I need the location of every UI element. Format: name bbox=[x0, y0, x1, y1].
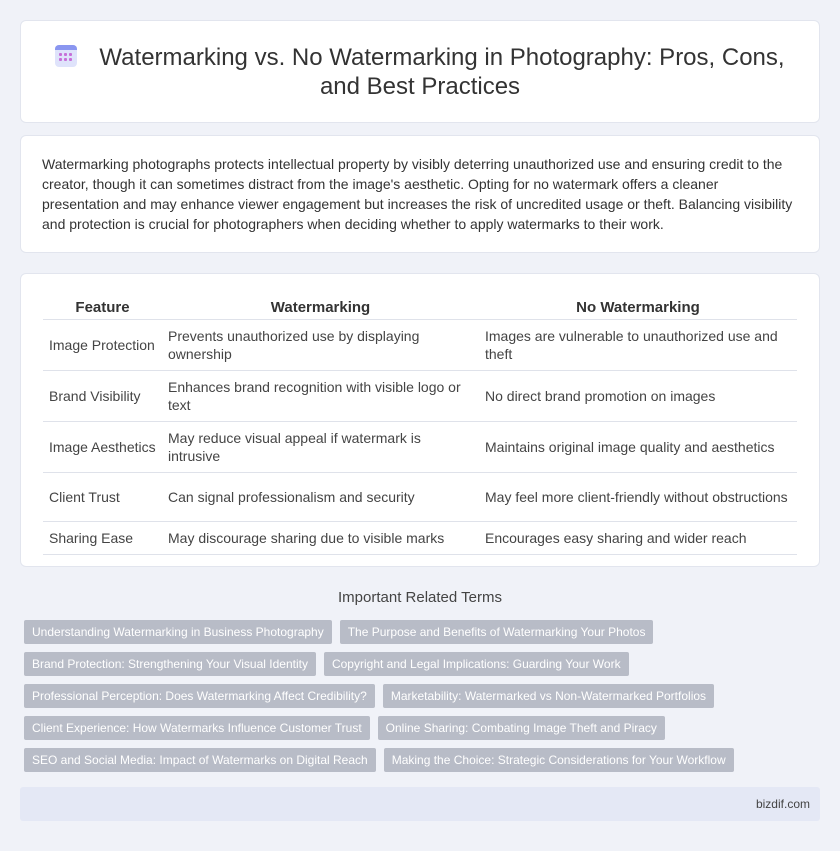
table-cell-no-watermarking: May feel more client-friendly without obstructions bbox=[479, 473, 797, 522]
related-term-link[interactable]: Understanding Watermarking in Business Photography bbox=[24, 620, 332, 644]
table-cell-watermarking: Prevents unauthorized use by displaying ownership bbox=[162, 320, 479, 371]
related-terms-tags bbox=[24, 620, 824, 780]
column-header-feature: Feature bbox=[43, 293, 162, 320]
table-cell-feature: Client Trust bbox=[43, 473, 162, 522]
table-cell-feature: Brand Visibility bbox=[43, 371, 162, 422]
table-cell-feature: Image Aesthetics bbox=[43, 422, 162, 473]
comparison-table bbox=[43, 293, 797, 555]
intro-card bbox=[20, 135, 820, 253]
related-term-link[interactable]: Brand Protection: Strengthening Your Visual Identity bbox=[24, 652, 316, 676]
intro-paragraph: Watermarking photographs protects intellectual property by visibly deterring unauthorized use and ensuring credit to the creator, though it can sometimes distract from the image's aesthetic. Opting for no watermark offers a cleaner presentation and may enhance viewer engagement but increases the risk of uncredited usage or theft. Balancing visibility and protection is crucial for photographers when deciding whether to apply watermarks to their work. bbox=[42, 156, 793, 232]
footer-site-link[interactable]: bizdif.com bbox=[755, 797, 810, 811]
table-cell-no-watermarking: Images are vulnerable to unauthorized use and theft bbox=[479, 320, 797, 371]
table-cell-no-watermarking: No direct brand promotion on images bbox=[479, 371, 797, 422]
related-term-link[interactable]: Client Experience: How Watermarks Influence Customer Trust bbox=[24, 716, 370, 740]
footer bbox=[20, 787, 820, 821]
table-cell-no-watermarking: Maintains original image quality and aesthetics bbox=[479, 422, 797, 473]
related-term-link[interactable]: Online Sharing: Combating Image Theft and Piracy bbox=[378, 716, 665, 740]
table-cell-watermarking: Can signal professionalism and security bbox=[162, 473, 479, 522]
page-title bbox=[51, 43, 789, 101]
calendar-grid-icon bbox=[55, 45, 77, 67]
comparison-table-card bbox=[20, 273, 820, 567]
title-card bbox=[20, 20, 820, 123]
page-title-text: Watermarking vs. No Watermarking in Photography: Pros, Cons, and Best Practices bbox=[99, 43, 785, 100]
table-cell-feature: Sharing Ease bbox=[43, 522, 162, 555]
table-row bbox=[43, 473, 797, 522]
related-term-link[interactable]: Making the Choice: Strategic Considerations for Your Workflow bbox=[384, 748, 734, 772]
table-cell-watermarking: May reduce visual appeal if watermark is intrusive bbox=[162, 422, 479, 473]
column-header-no-watermarking: No Watermarking bbox=[479, 293, 797, 320]
related-terms-heading: Important Related Terms bbox=[338, 589, 502, 606]
related-term-link[interactable]: Copyright and Legal Implications: Guarding Your Work bbox=[324, 652, 629, 676]
related-term-link[interactable]: SEO and Social Media: Impact of Watermarks on Digital Reach bbox=[24, 748, 376, 772]
table-row bbox=[43, 422, 797, 473]
related-term-link[interactable]: Professional Perception: Does Watermarking Affect Credibility? bbox=[24, 684, 375, 708]
table-row bbox=[43, 320, 797, 371]
related-term-link[interactable]: The Purpose and Benefits of Watermarking Your Photos bbox=[340, 620, 654, 644]
table-cell-feature: Image Protection bbox=[43, 320, 162, 371]
table-cell-watermarking: Enhances brand recognition with visible logo or text bbox=[162, 371, 479, 422]
table-row bbox=[43, 522, 797, 555]
column-header-watermarking: Watermarking bbox=[162, 293, 479, 320]
table-cell-watermarking: May discourage sharing due to visible marks bbox=[162, 522, 479, 555]
table-cell-no-watermarking: Encourages easy sharing and wider reach bbox=[479, 522, 797, 555]
table-header-row bbox=[43, 293, 797, 320]
table-row bbox=[43, 371, 797, 422]
related-term-link[interactable]: Marketability: Watermarked vs Non-Watermarked Portfolios bbox=[383, 684, 714, 708]
